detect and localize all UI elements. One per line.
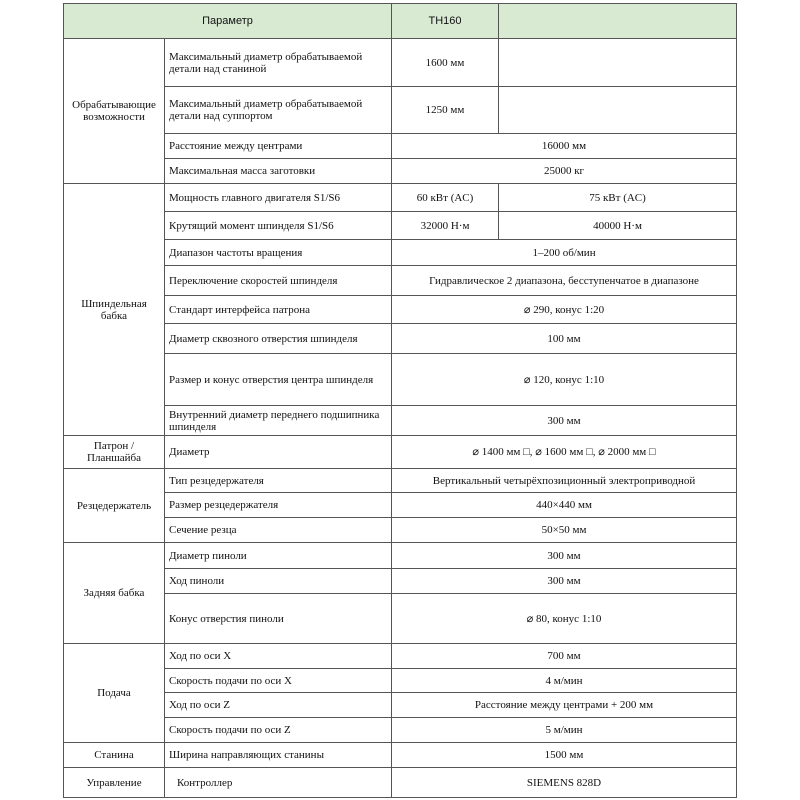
param-motor-power: Мощность главного двигателя S1/S6 [165, 184, 392, 212]
value-x-feed: 4 м/мин [392, 669, 737, 693]
value-z-feed: 5 м/мин [392, 718, 737, 743]
table-row [64, 469, 737, 493]
value-holder-type: Вертикальный четырёхпозиционный электроприводной [392, 469, 737, 493]
header-extra [499, 4, 737, 39]
value-motor-power-2: 75 кВт (AC) [499, 184, 737, 212]
table-row [64, 159, 737, 184]
value-z-travel: Расстояние между центрами + 200 мм [392, 693, 737, 718]
value-motor-power-1: 60 кВт (AC) [392, 184, 499, 212]
group-spindle: Шпиндельная бабка [64, 184, 165, 436]
value-max-dia-support: 1250 мм [392, 87, 499, 134]
table-row [64, 39, 737, 87]
param-max-mass: Максимальная масса заготовки [165, 159, 392, 184]
header-model: TH160 [392, 4, 499, 39]
table-row [64, 718, 737, 743]
value-bearing-dia: 300 мм [392, 406, 737, 436]
group-chuck: Патрон / Планшайба [64, 436, 165, 469]
table-row [64, 644, 737, 669]
group-feed: Подача [64, 644, 165, 743]
param-max-dia-support: Максимальный диаметр обрабатываемой детали над суппортом [165, 87, 392, 134]
value-through-hole: 100 мм [392, 324, 737, 354]
group-bed: Станина [64, 743, 165, 768]
param-chuck-dia: Диаметр [165, 436, 392, 469]
param-x-feed: Скорость подачи по оси X [165, 669, 392, 693]
value-center-hole: ⌀ 120, конус 1:10 [392, 354, 737, 406]
value-max-mass: 25000 кг [392, 159, 737, 184]
value-controller: SIEMENS 828D [392, 768, 737, 798]
param-through-hole: Диаметр сквозного отверстия шпинделя [165, 324, 392, 354]
value-chuck-interface: ⌀ 290, конус 1:20 [392, 296, 737, 324]
param-holder-type: Тип резцедержателя [165, 469, 392, 493]
table-row [64, 324, 737, 354]
table-row [64, 569, 737, 594]
table-row [64, 354, 737, 406]
param-bearing-dia: Внутренний диаметр переднего подшипника шпинделя [165, 406, 392, 436]
value-torque-2: 40000 Н·м [499, 212, 737, 240]
table-row [64, 493, 737, 518]
param-speed-range: Диапазон частоты вращения [165, 240, 392, 266]
param-quill-travel: Ход пиноли [165, 569, 392, 594]
table-row [64, 594, 737, 644]
value-empty [499, 39, 737, 87]
param-controller: Контроллер [165, 768, 392, 798]
param-speed-switch: Переключение скоростей шпинделя [165, 266, 392, 296]
header-param: Параметр [64, 4, 392, 39]
param-center-hole: Размер и конус отверстия центра шпинделя [165, 354, 392, 406]
value-max-dia-bed: 1600 мм [392, 39, 499, 87]
table-row [64, 240, 737, 266]
table-row [64, 768, 737, 798]
value-bed-width: 1500 мм [392, 743, 737, 768]
param-torque: Крутящий момент шпинделя S1/S6 [165, 212, 392, 240]
param-center-distance: Расстояние между центрами [165, 134, 392, 159]
param-holder-size: Размер резцедержателя [165, 493, 392, 518]
param-tool-section: Сечение резца [165, 518, 392, 543]
table-row [64, 87, 737, 134]
value-quill-dia: 300 мм [392, 543, 737, 569]
group-processing: Обрабатывающие возможности [64, 39, 165, 184]
value-speed-switch: Гидравлическое 2 диапазона, бесступенчатое в диапазоне [392, 266, 737, 296]
param-chuck-interface: Стандарт интерфейса патрона [165, 296, 392, 324]
group-tailstock: Задняя бабка [64, 543, 165, 644]
value-center-distance: 16000 мм [392, 134, 737, 159]
group-toolholder: Резцедержатель [64, 469, 165, 543]
table-row [64, 518, 737, 543]
table-row [64, 436, 737, 469]
value-tool-section: 50×50 мм [392, 518, 737, 543]
table-row [64, 693, 737, 718]
value-chuck-dia: ⌀ 1400 мм □, ⌀ 1600 мм □, ⌀ 2000 мм □ [392, 436, 737, 469]
value-empty [499, 87, 737, 134]
table-row [64, 543, 737, 569]
table-row [64, 669, 737, 693]
param-z-travel: Ход по оси Z [165, 693, 392, 718]
value-quill-taper: ⌀ 80, конус 1:10 [392, 594, 737, 644]
table-row [64, 134, 737, 159]
spec-table [63, 3, 737, 798]
param-quill-dia: Диаметр пиноли [165, 543, 392, 569]
table-row [64, 212, 737, 240]
value-torque-1: 32000 Н·м [392, 212, 499, 240]
table-header-row [64, 4, 737, 39]
table-row [64, 266, 737, 296]
param-quill-taper: Конус отверстия пиноли [165, 594, 392, 644]
table-row [64, 743, 737, 768]
table-row [64, 296, 737, 324]
value-holder-size: 440×440 мм [392, 493, 737, 518]
param-bed-width: Ширина направляющих станины [165, 743, 392, 768]
param-max-dia-bed: Максимальный диаметр обрабатываемой детали над станиной [165, 39, 392, 87]
group-control: Управление [64, 768, 165, 798]
value-x-travel: 700 мм [392, 644, 737, 669]
param-z-feed: Скорость подачи по оси Z [165, 718, 392, 743]
param-x-travel: Ход по оси X [165, 644, 392, 669]
table-row [64, 406, 737, 436]
value-quill-travel: 300 мм [392, 569, 737, 594]
value-speed-range: 1–200 об/мин [392, 240, 737, 266]
table-row [64, 184, 737, 212]
